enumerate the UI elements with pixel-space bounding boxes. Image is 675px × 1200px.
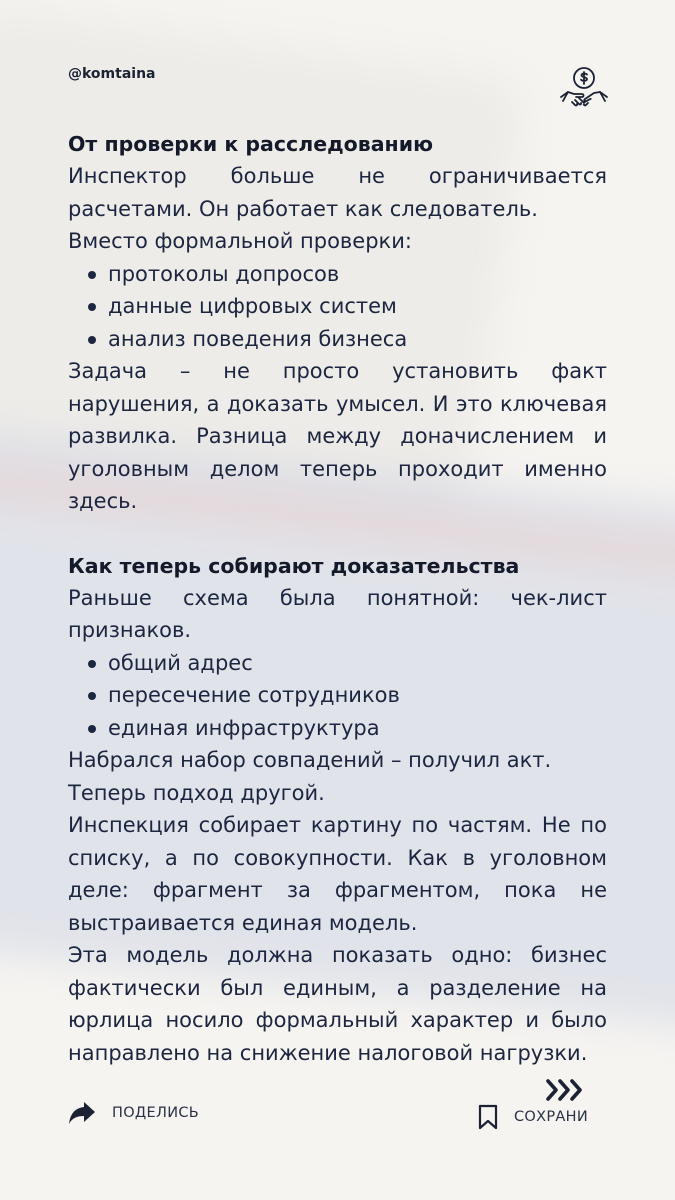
paragraph: Раньше схема была понятной: чек-лист признаков. (68, 585, 607, 642)
list-item: пересечение сотрудников (88, 679, 607, 712)
handshake-dollar-icon (558, 64, 610, 116)
section-title-investigation: От проверки к расследованию (68, 132, 434, 156)
triple-chevron-right-icon[interactable] (545, 1078, 583, 1102)
paragraph: Инспектор больше не ограничивается расчетами. Он работает как следователь. (68, 164, 607, 221)
bullet-list (68, 647, 607, 745)
save-label: СОХРАНИ (514, 1109, 588, 1125)
share-button[interactable] (68, 1100, 199, 1126)
paragraph: Инспекция собирает картину по частям. Не по списку, а по совокупности. Как в уголовном деле: фрагмент за фрагментом, пока не выстраивается единая модель. (68, 813, 607, 935)
share-arrow-icon (68, 1100, 96, 1126)
save-button[interactable] (478, 1104, 588, 1130)
paragraph: Эта модель должна показать одно: бизнес фактически был единым, а разделение на юрлица носило формальный характер и было направлено на снижение налоговой нагрузки. (68, 943, 607, 1065)
list-item: единая инфраструктура (88, 712, 607, 745)
list-item: протоколы допросов (88, 258, 607, 291)
list-item: анализ поведения бизнеса (88, 323, 607, 356)
paragraph: Задача – не просто установить факт нарушения, а доказать умысел. И это ключевая развилка. Разница между доначислением и уголовным делом теперь проходит именно здесь. (68, 359, 607, 513)
share-label: ПОДЕЛИСЬ (112, 1105, 200, 1121)
list-item: данные цифровых систем (88, 290, 607, 323)
paragraph: Вместо формальной проверки: (68, 229, 412, 253)
list-item: общий адрес (88, 647, 607, 680)
paragraph: Набрался набор совпадений – получил акт. (68, 748, 552, 772)
paragraph: Теперь подход другой. (68, 780, 325, 805)
author-handle: @komtaina (68, 66, 156, 82)
bookmark-icon (478, 1104, 498, 1130)
article-text (68, 128, 607, 1069)
section-title-evidence: Как теперь собирают доказательства (68, 553, 520, 578)
bullet-list (68, 258, 607, 356)
